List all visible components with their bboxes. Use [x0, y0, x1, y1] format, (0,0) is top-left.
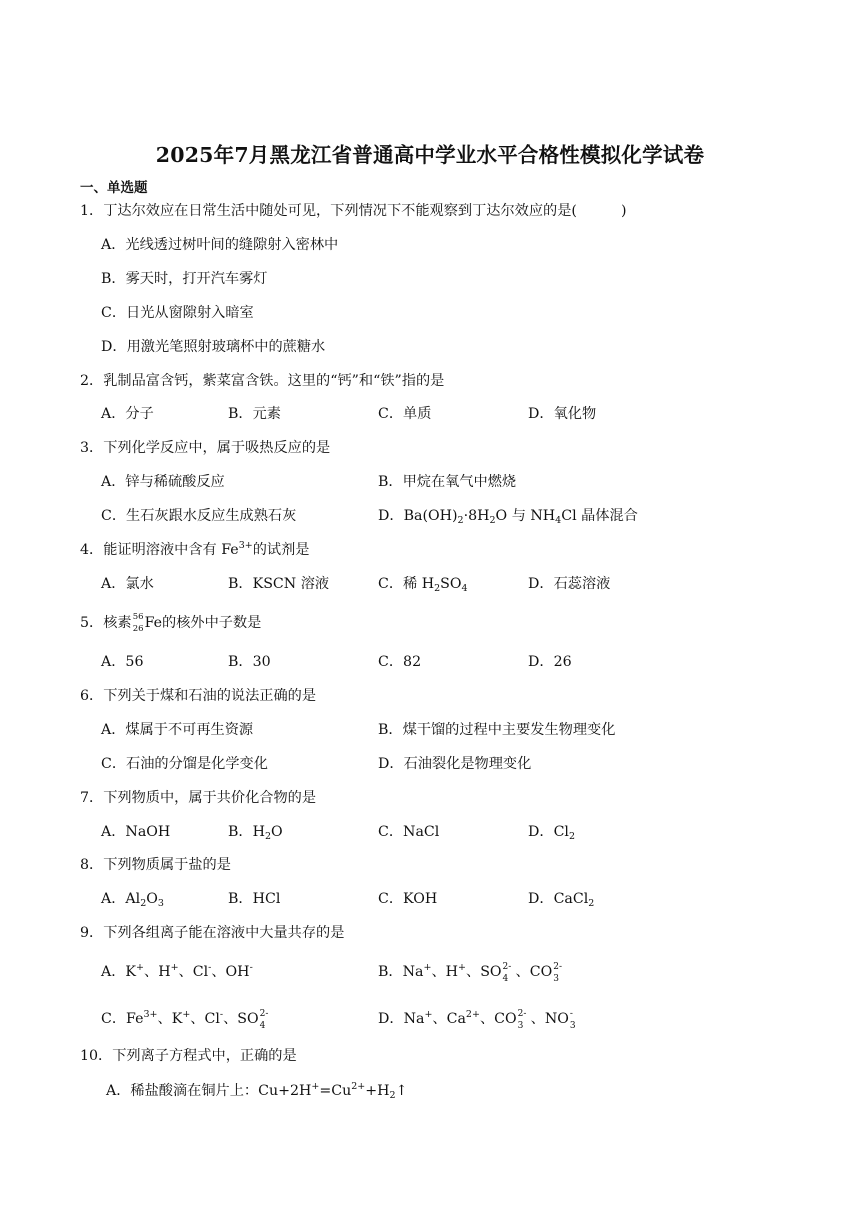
q7-option-b: B．$H_2O$ [228, 824, 283, 842]
q7-option-d: D．$Cl_2$ [528, 824, 576, 842]
q5-option-a: A．56 [101, 654, 144, 670]
question-3-stem: 3．下列化学反应中，属于吸热反应的是 [80, 440, 331, 456]
q7-option-c: C．NaCl [378, 824, 440, 840]
q3-option-d: D．$Ba(OH)_2\cdot 8H_2O$ 与 $NH_4Cl$ 晶体混合 [378, 508, 638, 526]
section-heading: 一、单选题 [80, 180, 148, 196]
q9-option-b: B．Na+、H+、SO 2- 4 、CO 2- 3 [378, 962, 563, 984]
question-2-stem: 2．乳制品富含钙，紫菜富含铁。这里的“钙”和“铁”指的是 [80, 373, 445, 389]
q1-option-d: D．用激光笔照射玻璃杯中的蔗糖水 [101, 339, 326, 355]
q6-option-a: A．煤属于不可再生资源 [101, 722, 254, 738]
exam-title: 2025年7月黑龙江省普通高中学业水平合格性模拟化学试卷 [155, 143, 705, 167]
question-5-stem: 5．核素 56 26 Fe的核外中子数是 [80, 612, 262, 634]
q1-option-b: B．雾天时，打开汽车雾灯 [101, 271, 268, 287]
q10-option-a: A．稀盐酸滴在铜片上：$Cu+2H^+=Cu^{2+}+H_2↑$ [106, 1081, 408, 1101]
q4-option-d: D．石蕊溶液 [528, 576, 611, 592]
q3-option-c: C．生石灰跟水反应生成熟石灰 [101, 508, 297, 524]
q7-option-a: A．NaOH [101, 824, 171, 840]
q1-option-c: C．日光从窗隙射入暗室 [101, 305, 254, 321]
q9-option-c: C．$Fe^{3+}$、K+、Cl-、SO 2- 4 [101, 1009, 269, 1031]
q2-option-d: D．氧化物 [528, 406, 597, 422]
q5-option-c: C．82 [378, 654, 422, 670]
question-9-stem: 9．下列各组离子能在溶液中大量共存的是 [80, 925, 345, 941]
q2-option-c: C．单质 [378, 406, 432, 422]
q2-option-a: A．分子 [101, 406, 154, 422]
q4-option-b: B．KSCN 溶液 [228, 576, 330, 592]
q5-option-b: B．30 [228, 654, 271, 670]
q9-option-d: D．Na+、$Ca^{2+}$、CO 2- 3 、NO - 3 [378, 1009, 576, 1031]
q6-option-c: C．石油的分馏是化学变化 [101, 756, 268, 772]
q2-option-b: B．元素 [228, 406, 281, 422]
q5-option-d: D．26 [528, 654, 572, 670]
question-text: 1．丁达尔效应在日常生活中随处可见，下列情况下不能观察到丁达尔效应的是( [80, 203, 577, 219]
q6-option-b: B．煤干馏的过程中主要发生物理变化 [378, 722, 616, 738]
question-6-stem: 6．下列关于煤和石油的说法正确的是 [80, 688, 317, 704]
q3-option-b: B．甲烷在氧气中燃烧 [378, 474, 517, 490]
q8-option-d: D．CaCl$_2$ [528, 891, 595, 909]
q6-option-d: D．石油裂化是物理变化 [378, 756, 532, 772]
question-7-stem: 7．下列物质中，属于共价化合物的是 [80, 790, 317, 806]
q8-option-b: B．HCl [228, 891, 281, 907]
nuclide-notation: 56 26 [132, 612, 144, 634]
question-text: ) [620, 203, 627, 219]
q4-option-a: A．氯水 [101, 576, 154, 592]
q3-option-a: A．锌与稀硫酸反应 [101, 474, 225, 490]
question-10-stem: 10．下列离子方程式中，正确的是 [80, 1048, 297, 1064]
q4-option-c: C．稀 $H_2SO_4$ [378, 576, 468, 594]
q8-option-a: A．$Al_2O_3$ [101, 891, 164, 909]
question-4-stem: 4．能证明溶液中含有 $Fe^{3+}$的试剂是 [80, 540, 310, 558]
question-8-stem: 8．下列物质属于盐的是 [80, 857, 231, 873]
question-1-stem [80, 202, 627, 220]
q8-option-c: C．KOH [378, 891, 438, 907]
q9-option-a: A．K+、H+、Cl-、OH- [101, 962, 253, 980]
q1-option-a: A．光线透过树叶间的缝隙射入密林中 [101, 237, 339, 253]
